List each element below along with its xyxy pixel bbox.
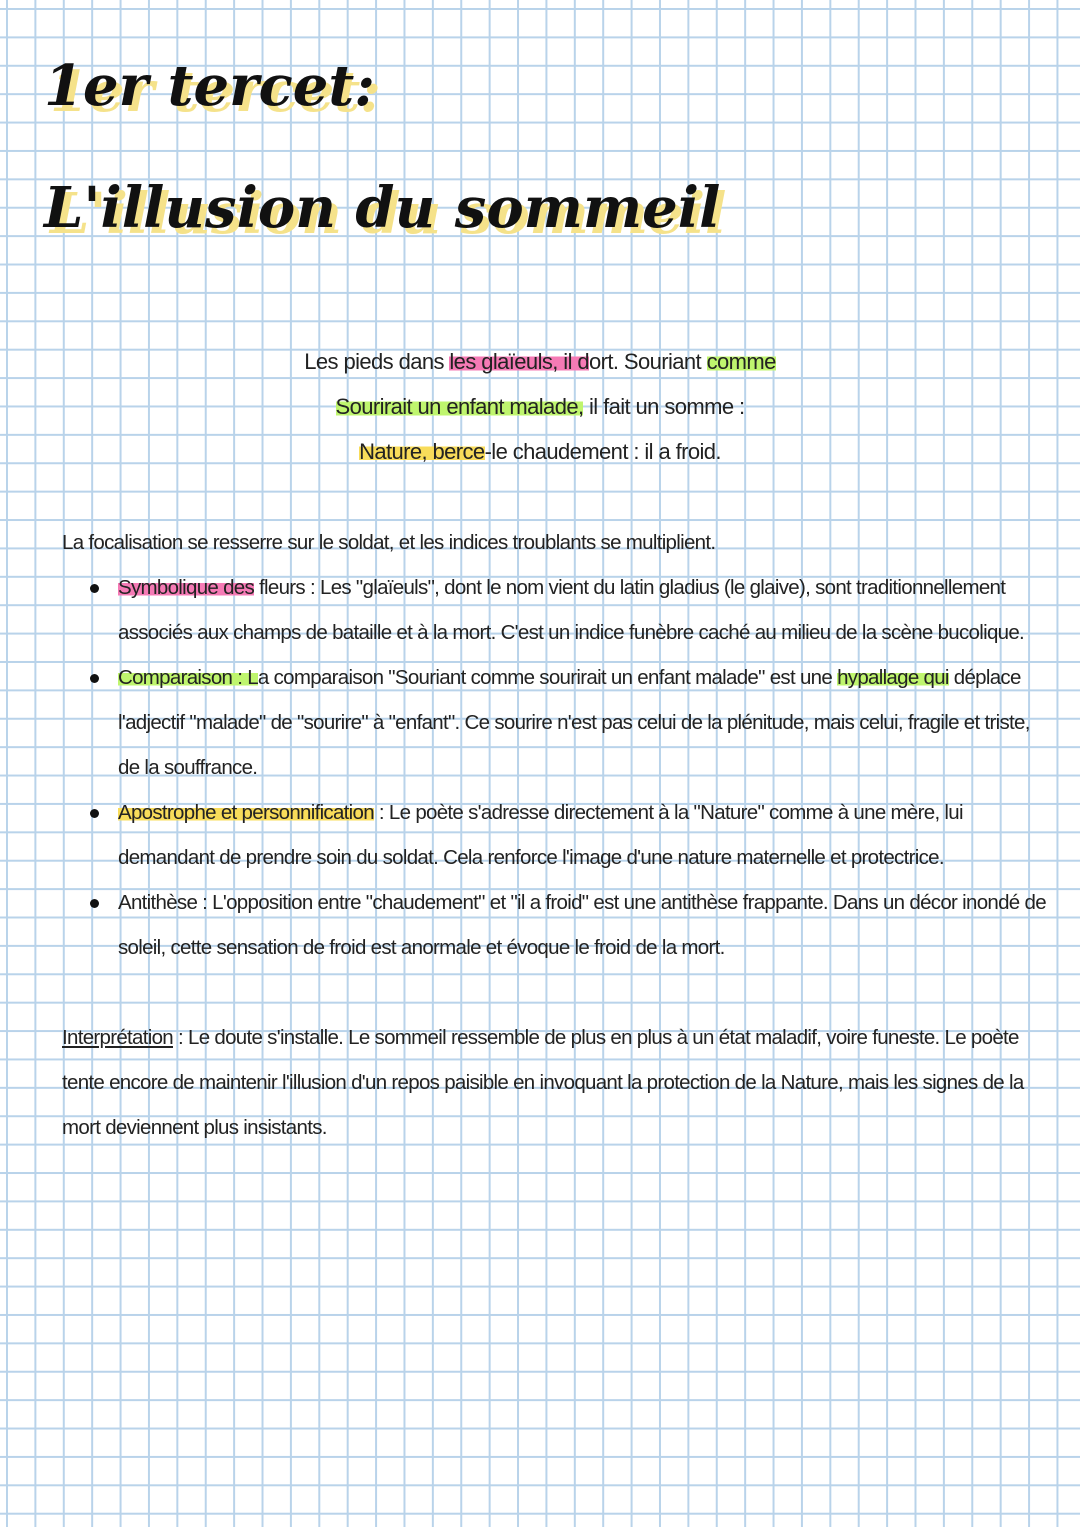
- intro-paragraph: La focalisation se resserre sur le soldat, et les indices troublants se multiplient.: [62, 531, 716, 554]
- poem-line-1-start: Les pieds dans: [304, 349, 450, 374]
- highlight-yellow: Nature, berce: [359, 439, 485, 464]
- item-label: Symbolique des: [118, 576, 255, 599]
- item-label: Apostrophe et personnification: [118, 801, 374, 824]
- poem-line-2-end: il fait un somme :: [583, 394, 745, 419]
- title-line-2: L'illusion du sommeil: [44, 175, 721, 241]
- interpretation-paragraph: [62, 1015, 1052, 1150]
- item-text: a comparaison "Souriant comme sourirait un enfant malade" est une: [257, 666, 838, 689]
- item-text: déplace l'adjectif "malade" de "sourire" à "enfant". Ce sourire n'est pas celui de la plénitude, mais celui, fragile et triste, de la souffrance.: [118, 666, 1030, 779]
- poem-excerpt: [0, 342, 1080, 477]
- list-item-antithese: [118, 880, 1052, 970]
- list-item-apostrophe: [118, 790, 1052, 880]
- poem-line-3-end: -le chaudement : il a froid.: [484, 439, 721, 464]
- analysis-body: [62, 520, 1052, 1150]
- highlight-pink: les glaïeuls, il d: [449, 349, 590, 374]
- poem-line-3: [0, 432, 1080, 477]
- item-label-rest: fleurs: [254, 576, 305, 599]
- poem-line-1: [0, 342, 1080, 387]
- poem-line-2: [0, 387, 1080, 432]
- analysis-list: [62, 565, 1052, 970]
- item-label: Antithèse: [118, 891, 198, 914]
- interpretation-label: Interprétation: [62, 1026, 173, 1049]
- poem-line-1-mid: ort. Souriant: [589, 349, 707, 374]
- list-item-symbolique: [118, 565, 1052, 655]
- item-text: : L'opposition entre "chaudement" et "il a froid" est une antithèse frappante. Dans un décor inondé de soleil, cette sensation de froid est anormale et évoque le froid de la mort.: [118, 891, 1046, 959]
- highlight-green: comme: [706, 349, 776, 374]
- highlight-green: hypallage qui: [837, 666, 949, 689]
- title-line-1: 1er tercet:: [44, 53, 375, 119]
- item-text: : Les "glaïeuls", dont le nom vient du latin gladius (le glaive), sont traditionnellement associés aux champs de bataille et à la mort. C'est un indice funèbre caché au milieu de la scène bucolique.: [118, 576, 1025, 644]
- list-item-comparaison: [118, 655, 1052, 790]
- item-text: : Le poète s'adresse directement à la "Nature" comme à une mère, lui demandant de prendre soin du soldat. Cela renforce l'image d'une nature maternelle et protectrice.: [118, 801, 963, 869]
- item-label: Comparaison : L: [118, 666, 258, 689]
- highlight-green: Sourirait un enfant malade,: [335, 394, 584, 419]
- interpretation-text: : Le doute s'installe. Le sommeil ressemble de plus en plus à un état maladif, voire funeste. Le poète tente encore de maintenir l'illusion d'un repos paisible en invoquant la protection de la Nature, mais les signes de la mort deviennent plus insistants.: [62, 1026, 1024, 1139]
